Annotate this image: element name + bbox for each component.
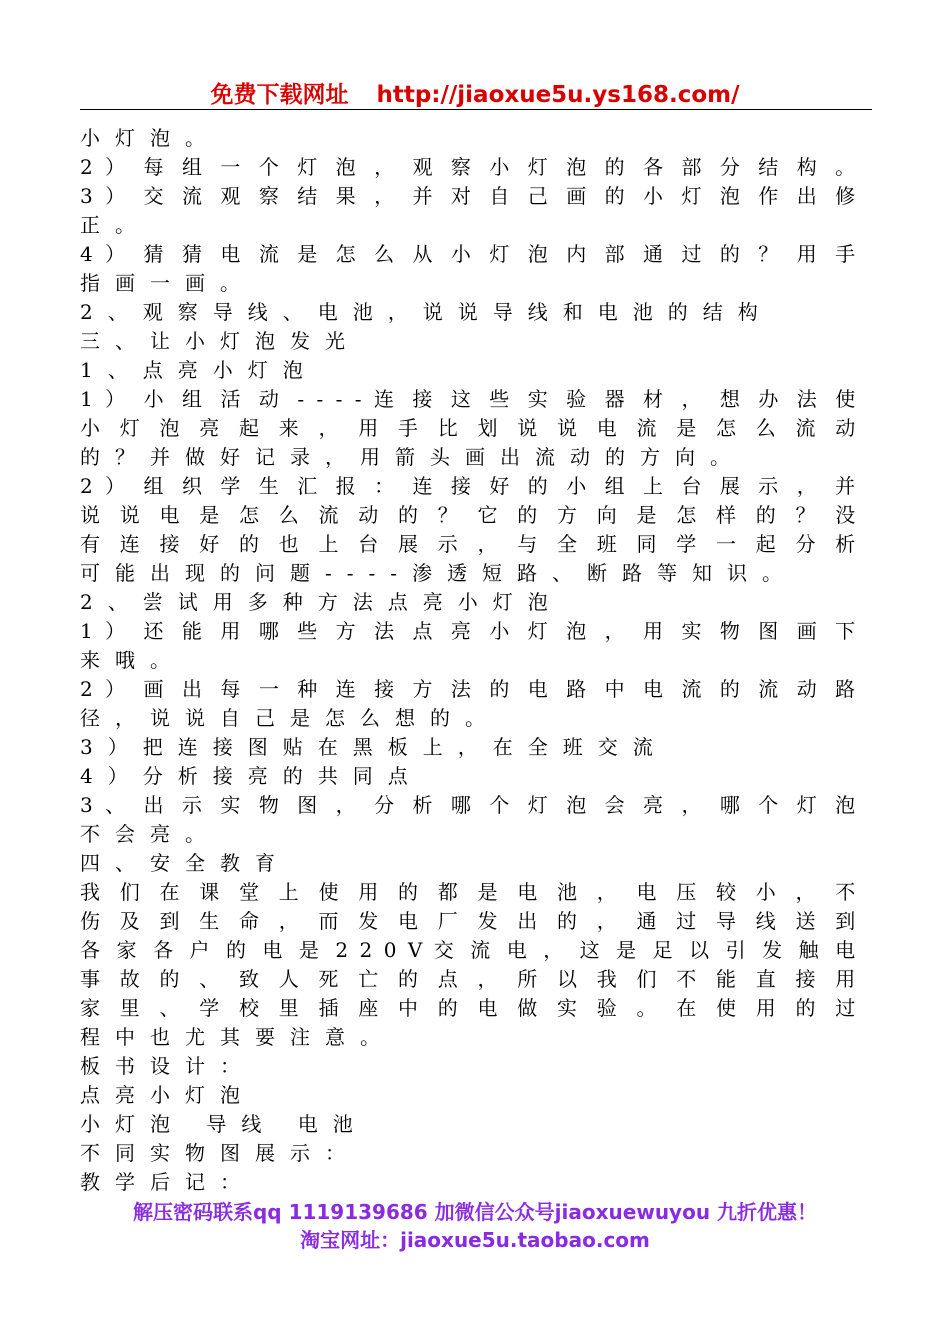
text-line: 小 灯 泡 亮 起 来 ， 用 手 比 划 说 说 电 流 是 怎 么 流 动 xyxy=(80,416,855,440)
text-line: 我 们 在 课 堂 上 使 用 的 都 是 电 池 ， 电 压 较 小 ， 不 xyxy=(80,880,855,904)
text-line: 3）把连接图贴在黑板上，在全班交流 xyxy=(80,735,668,759)
header-url-link[interactable]: http://jiaoxue5u.ys168.com/ xyxy=(376,82,740,108)
text-line: 伤 及 到 生 命 ， 而 发 电 厂 发 出 的 ， 通 过 导 线 送 到 xyxy=(80,909,855,933)
header-label: 免费下载网址 xyxy=(210,82,349,108)
text-line: 小灯泡。 xyxy=(80,126,220,150)
text-line: 4 ） 猜 猜 电 流 是 怎 么 从 小 灯 泡 内 部 通 过 的 ？ 用 手 xyxy=(80,242,855,266)
text-line: 2、观察导线、电池，说说导线和电池的结构 xyxy=(80,300,773,324)
text-line: 径，说说自己是怎么想的。 xyxy=(80,706,500,730)
text-line: 的？并做好记录，用箭头画出流动的方向。 xyxy=(80,445,745,469)
text-line: 2、尝试用多种方法点亮小灯泡 xyxy=(80,590,563,614)
text-line: 1 ） 还 能 用 哪 些 方 法 点 亮 小 灯 泡 ， 用 实 物 图 画 下 xyxy=(80,619,855,643)
text-line: 各 家 各 户 的 电 是 2 2 0 V 交 流 电 ， 这 是 足 以 引 发 触 电 xyxy=(80,938,855,962)
text-line: 说 说 电 是 怎 么 流 动 的 ？ 它 的 方 向 是 怎 样 的 ？ 没 xyxy=(80,503,855,527)
text-line: 1 ） 小 组 活 动 - - - - 连 接 这 些 实 验 器 材 ， 想 办 法 使 xyxy=(80,387,855,411)
text-line: 3 、 出 示 实 物 图 ， 分 析 哪 个 灯 泡 会 亮 ， 哪 个 灯 泡 xyxy=(80,793,855,817)
header-divider xyxy=(80,109,872,110)
text-line: 小灯泡 导线 电池 xyxy=(80,1112,368,1136)
text-line: 指画一画。 xyxy=(80,271,255,295)
text-line: 正。 xyxy=(80,213,150,237)
text-line: 三、让小灯泡发光 xyxy=(80,329,360,353)
text-line: 可能出现的问题----渗透短路、断路等知识。 xyxy=(80,561,798,585)
text-line: 有 连 接 好 的 也 上 台 展 示 ， 与 全 班 同 学 一 起 分 析 xyxy=(80,532,855,556)
text-line: 点亮小灯泡 xyxy=(80,1083,255,1107)
text-line: 2 ） 画 出 每 一 种 连 接 方 法 的 电 路 中 电 流 的 流 动 路 xyxy=(80,677,855,701)
text-line: 四、安全教育 xyxy=(80,851,290,875)
text-line: 不同实物图展示： xyxy=(80,1141,360,1165)
text-line: 2 ） 组 织 学 生 汇 报 ： 连 接 好 的 小 组 上 台 展 示 ， 并 xyxy=(80,474,855,498)
document-body xyxy=(80,124,855,1197)
text-line: 1、点亮小灯泡 xyxy=(80,358,318,382)
footer-shop-url[interactable]: 淘宝网址：jiaoxue5u.taobao.com xyxy=(300,1228,650,1252)
text-line: 板书设计： xyxy=(80,1054,255,1078)
footer-contact: 解压密码联系qq 1119139686 加微信公众号jiaoxuewuyou 九折优惠！ xyxy=(132,1200,818,1224)
header-banner xyxy=(0,76,950,109)
text-line: 事 故 的 、 致 人 死 亡 的 点 ， 所 以 我 们 不 能 直 接 用 xyxy=(80,967,855,991)
text-line: 不会亮。 xyxy=(80,822,220,846)
text-line: 教学后记： xyxy=(80,1170,255,1194)
text-line: 家 里 、 学 校 里 插 座 中 的 电 做 实 验 。 在 使 用 的 过 xyxy=(80,996,855,1020)
text-line: 程中也尤其要注意。 xyxy=(80,1025,395,1049)
text-line: 4）分析接亮的共同点 xyxy=(80,764,423,788)
text-line: 3 ） 交 流 观 察 结 果 ， 并 对 自 己 画 的 小 灯 泡 作 出 修 xyxy=(80,184,855,208)
text-line: 来哦。 xyxy=(80,648,185,672)
text-line: 2 ） 每 组 一 个 灯 泡 ， 观 察 小 灯 泡 的 各 部 分 结 构 。 xyxy=(80,155,855,179)
